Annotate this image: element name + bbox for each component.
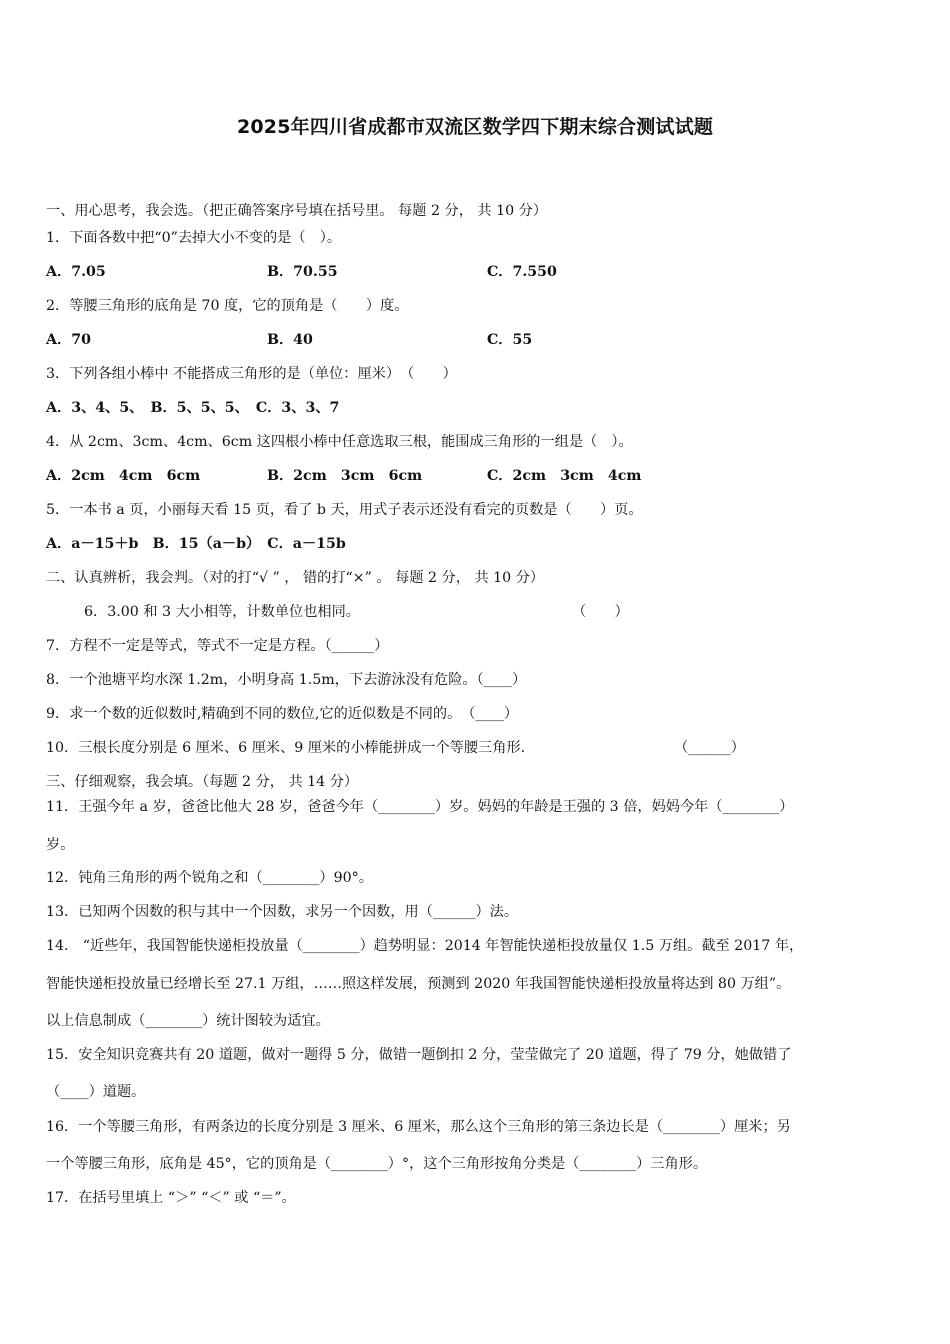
question-15-line1: 15．安全知识竞赛共有 20 道题，做对一题得 5 分，做错一题倒扣 2 分，莹莹做完了 20 道题，得了 79 分，她做错了 bbox=[46, 1047, 792, 1063]
question-7: 7．方程不一定是等式，等式不一定是方程。（______） bbox=[46, 638, 389, 654]
question-12: 12．钝角三角形的两个锐角之和（________）90°。 bbox=[46, 870, 373, 886]
question-14-line2: 智能快递柜投放量已经增长至 27.1 万组，……照这样发展，预测到 2020 年我国智能快递柜投放量将达到 80 万组”。 bbox=[46, 976, 791, 992]
question-16-line2: 一个等腰三角形，底角是 45°，它的顶角是（________）°，这个三角形按角分类是（________）三角形。 bbox=[46, 1156, 708, 1172]
question-15-line2: （____）道题。 bbox=[46, 1084, 146, 1100]
question-16-line1: 16．一个等腰三角形，有两条边的长度分别是 3 厘米、6 厘米，那么这个三角形的第三条边长是（________）厘米；另 bbox=[46, 1119, 791, 1135]
q4-option-c: C．2cm 3cm 4cm bbox=[487, 468, 642, 484]
question-14-line1: 14． “近些年，我国智能快递柜投放量（________）趋势明显：2014 年智能快递柜投放量仅 1.5 万组。截至 2017 年， bbox=[46, 938, 804, 954]
q10-answer-blank: （______） bbox=[674, 740, 745, 756]
q1-option-b: B．70.55 bbox=[267, 264, 338, 280]
question-11-line1: 11．王强今年 a 岁，爸爸比他大 28 岁，爸爸今年（________）岁。妈妈的年龄是王强的 3 倍，妈妈今年（________） bbox=[46, 799, 794, 815]
question-9: 9．求一个数的近似数时,精确到不同的数位,它的近似数是不同的。 （____） bbox=[46, 706, 519, 722]
question-8: 8．一个池塘平均水深 1.2m，小明身高 1.5m，下去游泳没有危险。（____） bbox=[46, 672, 527, 688]
question-13: 13．已知两个因数的积与其中一个因数，求另一个因数，用（______）法。 bbox=[46, 904, 519, 920]
q4-option-b: B．2cm 3cm 6cm bbox=[267, 468, 423, 484]
question-17: 17．在括号里填上 “＞” “＜” 或 “＝”。 bbox=[46, 1190, 296, 1206]
question-5: 5．一本书 a 页，小丽每天看 15 页，看了 b 天，用式子表示还没有看完的页数是（ ）页。 bbox=[46, 502, 643, 518]
question-14-line3: 以上信息制成（________）统计图较为适宜。 bbox=[46, 1013, 330, 1029]
question-11-line2: 岁。 bbox=[46, 837, 75, 853]
q6-answer-blank: （ ） bbox=[572, 604, 629, 620]
question-6: 6．3.00 和 3 大小相等，计数单位也相同。 bbox=[84, 604, 360, 620]
q5-options: A．a－15＋b B．15（a－b） C．a－15b bbox=[46, 536, 346, 552]
question-3: 3．下列各组小棒中 不能搭成三角形的是（单位：厘米） （ ） bbox=[46, 366, 457, 382]
question-10: 10．三根长度分别是 6 厘米、6 厘米、9 厘米的小棒能拼成一个等腰三角形. bbox=[46, 740, 526, 756]
section3-heading: 三、仔细观察，我会填。（每题 2 分， 共 14 分） bbox=[46, 774, 359, 790]
page-title: 2025年四川省成都市双流区数学四下期末综合测试试题 bbox=[236, 116, 714, 138]
question-2: 2．等腰三角形的底角是 70 度，它的顶角是（ ）度。 bbox=[46, 298, 409, 314]
q4-option-a: A．2cm 4cm 6cm bbox=[46, 468, 201, 484]
section2-heading: 二、认真辨析，我会判。（对的打“√ ” ， 错的打“×” 。 每题 2 分， 共 10 分） bbox=[46, 570, 545, 586]
question-4: 4．从 2cm、3cm、4cm、6cm 这四根小棒中任意选取三根，能围成三角形的一组是（ ）。 bbox=[46, 434, 633, 450]
q2-option-a: A．70 bbox=[46, 332, 91, 348]
q1-option-a: A．7.05 bbox=[46, 264, 106, 280]
q2-option-c: C．55 bbox=[487, 332, 533, 348]
q1-option-c: C．7.550 bbox=[487, 264, 557, 280]
question-1: 1．下面各数中把“0”去掉大小不变的是（ ）。 bbox=[46, 230, 342, 246]
q3-options: A．3、4、5、 B．5、5、5、 C．3、3、7 bbox=[46, 400, 340, 416]
section1-heading: 一、用心思考，我会选。（把正确答案序号填在括号里。 每题 2 分， 共 10 分） bbox=[46, 203, 548, 219]
q2-option-b: B．40 bbox=[267, 332, 313, 348]
